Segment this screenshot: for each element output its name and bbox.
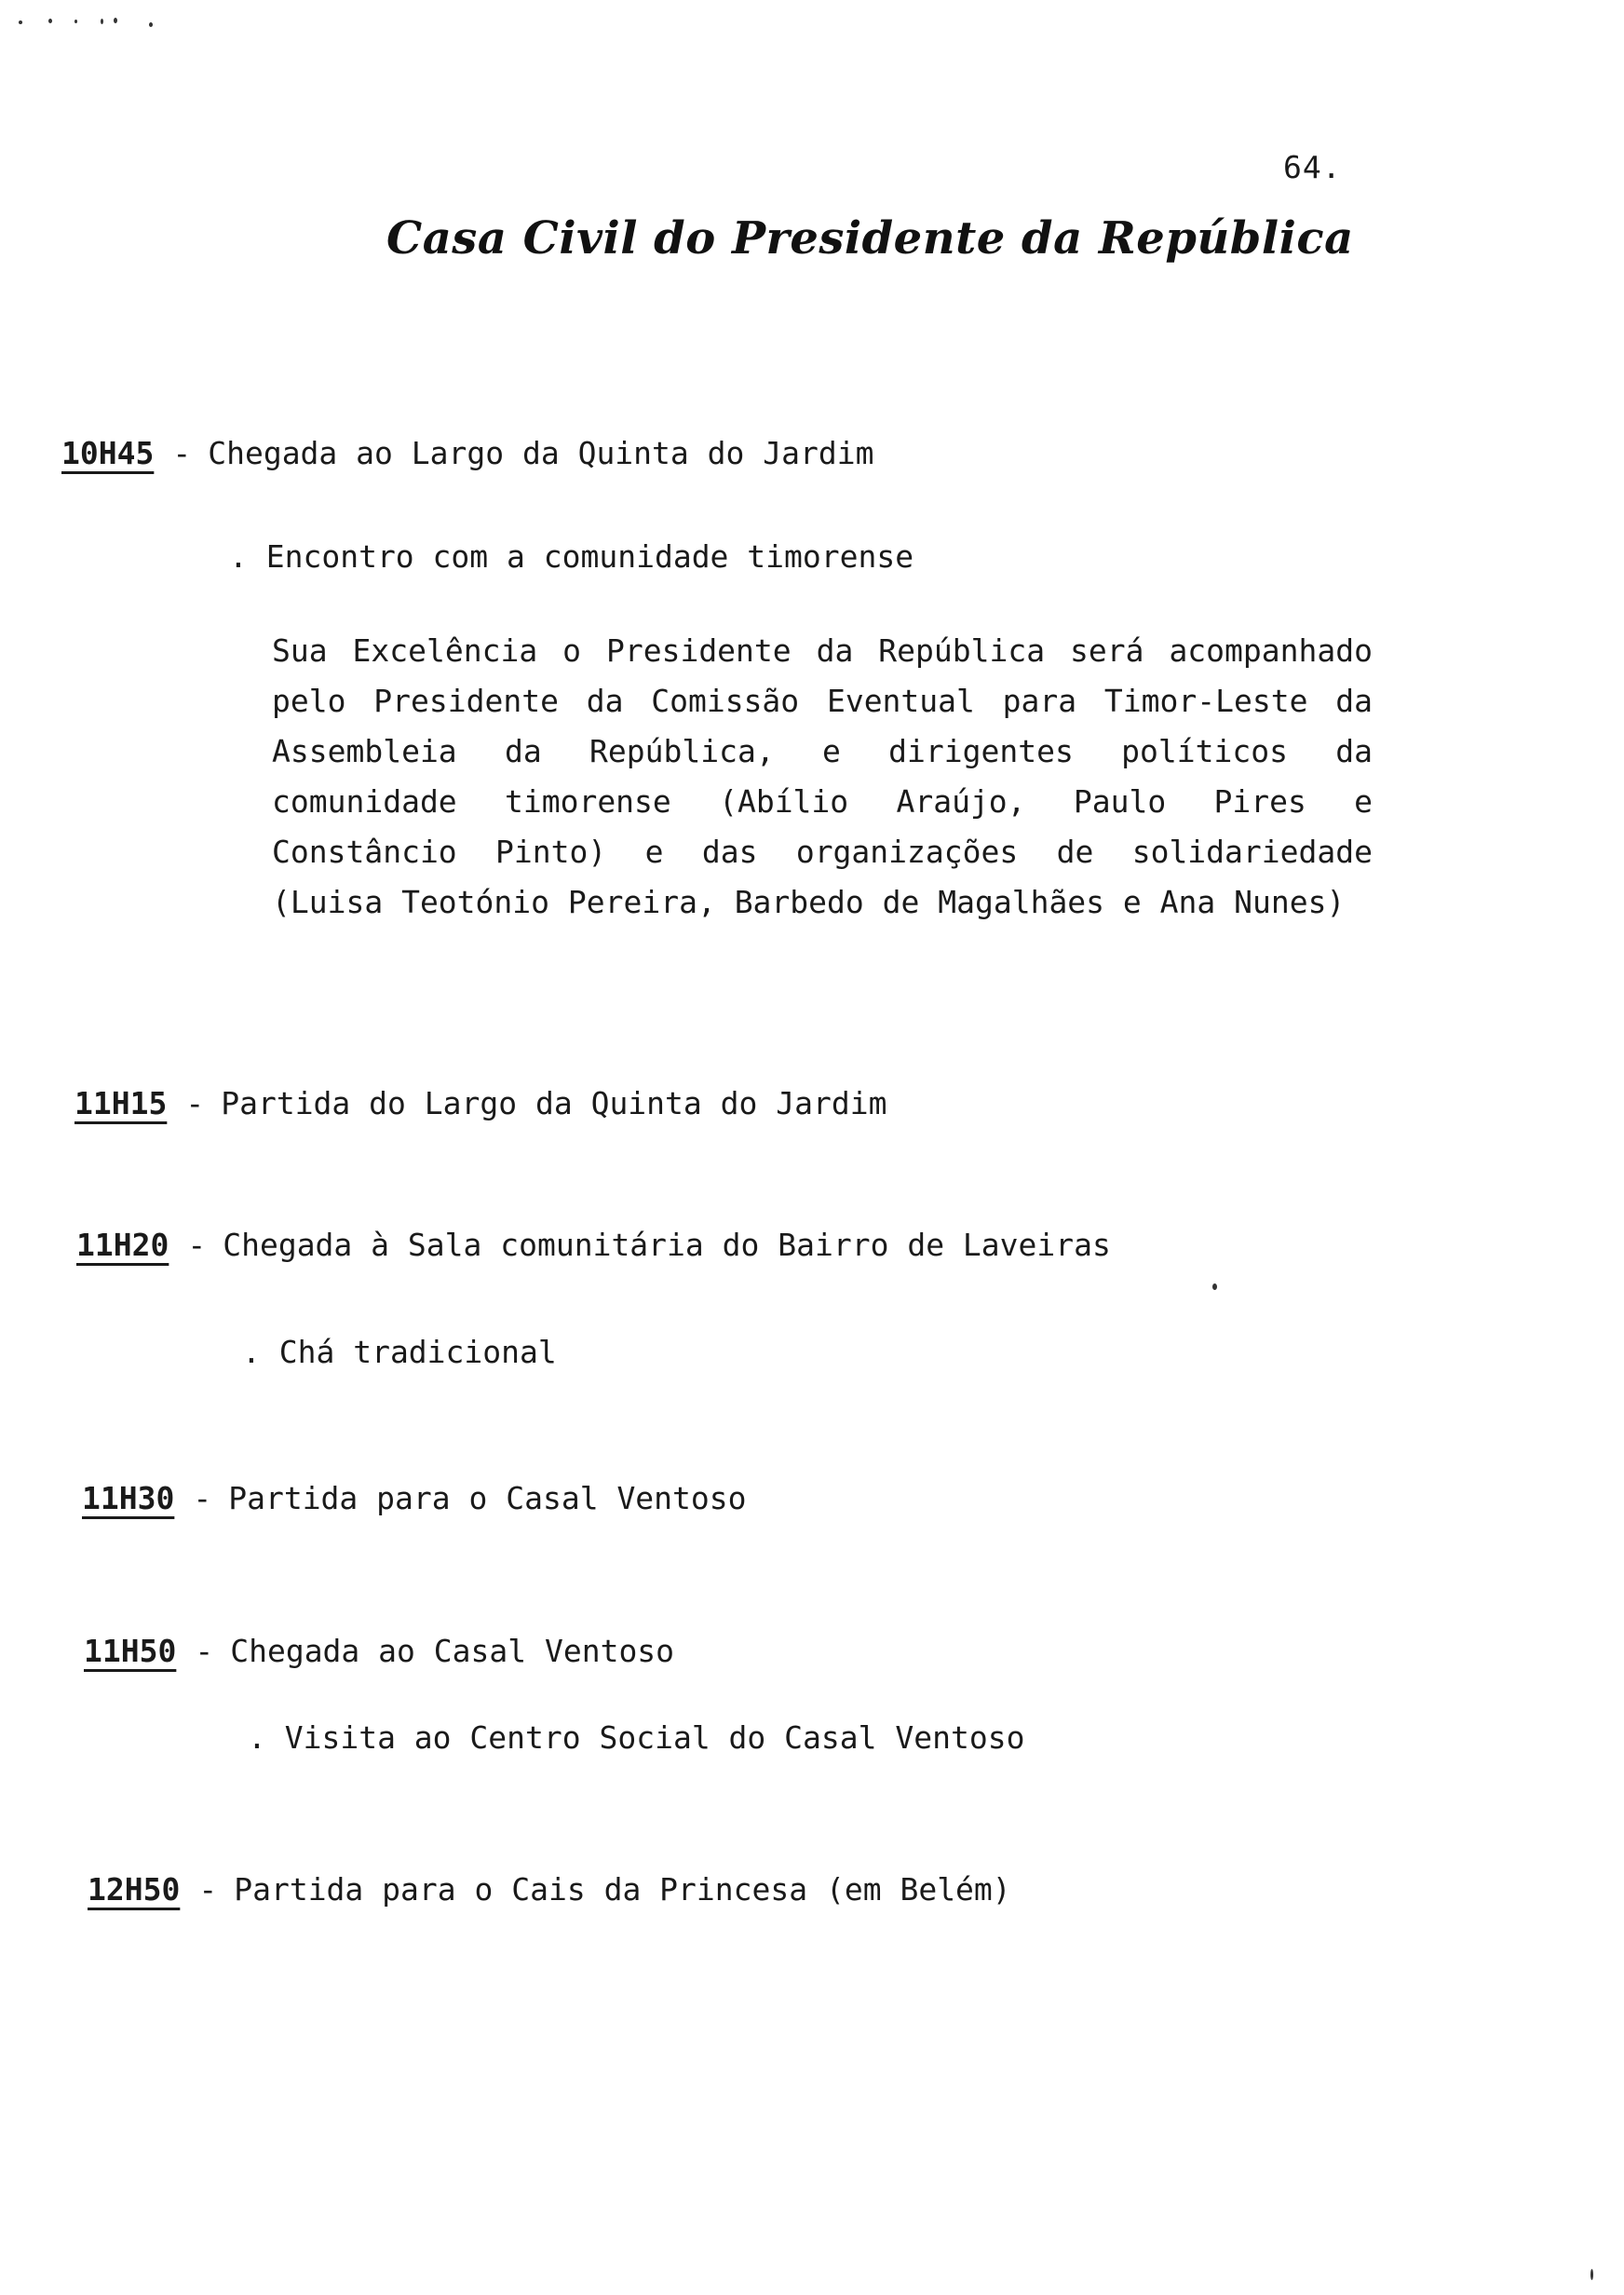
schedule-separator: - (172, 435, 192, 471)
schedule-description: Partida do Largo da Quinta do Jardim (221, 1085, 887, 1121)
scan-speck (74, 20, 77, 23)
body-paragraph: Sua Excelência o Presidente da República será acompanhado pelo Presidente da Comissão Eventual para Timor-Leste da Assembleia da República, e dirigentes políticos da comunidade timorense (Abílio Araújo, Paulo Pires e Constâncio Pinto) e das organizações de solidariedade (Luisa Teotónio Pereira, Barbedo de Magalhães e Ana Nunes) (272, 632, 1373, 920)
scan-speck (1212, 1283, 1217, 1290)
schedule-time: 10H45 (61, 435, 155, 471)
schedule-separator: - (193, 1480, 212, 1516)
page-number: 64. (1283, 149, 1342, 185)
schedule-separator: - (198, 1871, 218, 1908)
schedule-entry (74, 1085, 887, 1121)
schedule-description: Chegada ao Largo da Quinta do Jardim (208, 435, 874, 471)
schedule-time: 11H30 (82, 1480, 175, 1516)
schedule-entry (61, 435, 874, 471)
scan-speck (48, 19, 52, 23)
schedule-time: 11H20 (76, 1227, 169, 1263)
schedule-entry (84, 1633, 675, 1669)
schedule-separator: - (195, 1633, 214, 1669)
sub-item-encontro: . Encontro com a comunidade timorense (229, 538, 914, 575)
scan-speck (1590, 2269, 1593, 2280)
letterhead-title: Casa Civil do Presidente da República (386, 212, 1354, 265)
schedule-entry (88, 1871, 1011, 1908)
scan-speck (101, 19, 103, 24)
schedule-description: Partida para o Cais da Princesa (em Belém) (234, 1871, 1011, 1908)
sub-item-cha: . Chá tradicional (242, 1334, 557, 1370)
schedule-description: Partida para o Casal Ventoso (228, 1480, 747, 1516)
schedule-entry (82, 1480, 747, 1516)
schedule-separator: - (185, 1085, 205, 1121)
scan-speck (114, 18, 117, 23)
schedule-description: Chegada ao Casal Ventoso (230, 1633, 675, 1669)
schedule-time: 12H50 (88, 1871, 181, 1908)
scan-speck (19, 20, 22, 24)
sub-item-visita: . Visita ao Centro Social do Casal Ventoso (248, 1719, 1025, 1756)
schedule-separator: - (187, 1227, 207, 1263)
scan-speck (149, 22, 153, 27)
schedule-entry (76, 1227, 1111, 1263)
schedule-description: Chegada à Sala comunitária do Bairro de Laveiras (223, 1227, 1111, 1263)
schedule-time: 11H50 (84, 1633, 177, 1669)
schedule-time: 11H15 (74, 1085, 168, 1121)
